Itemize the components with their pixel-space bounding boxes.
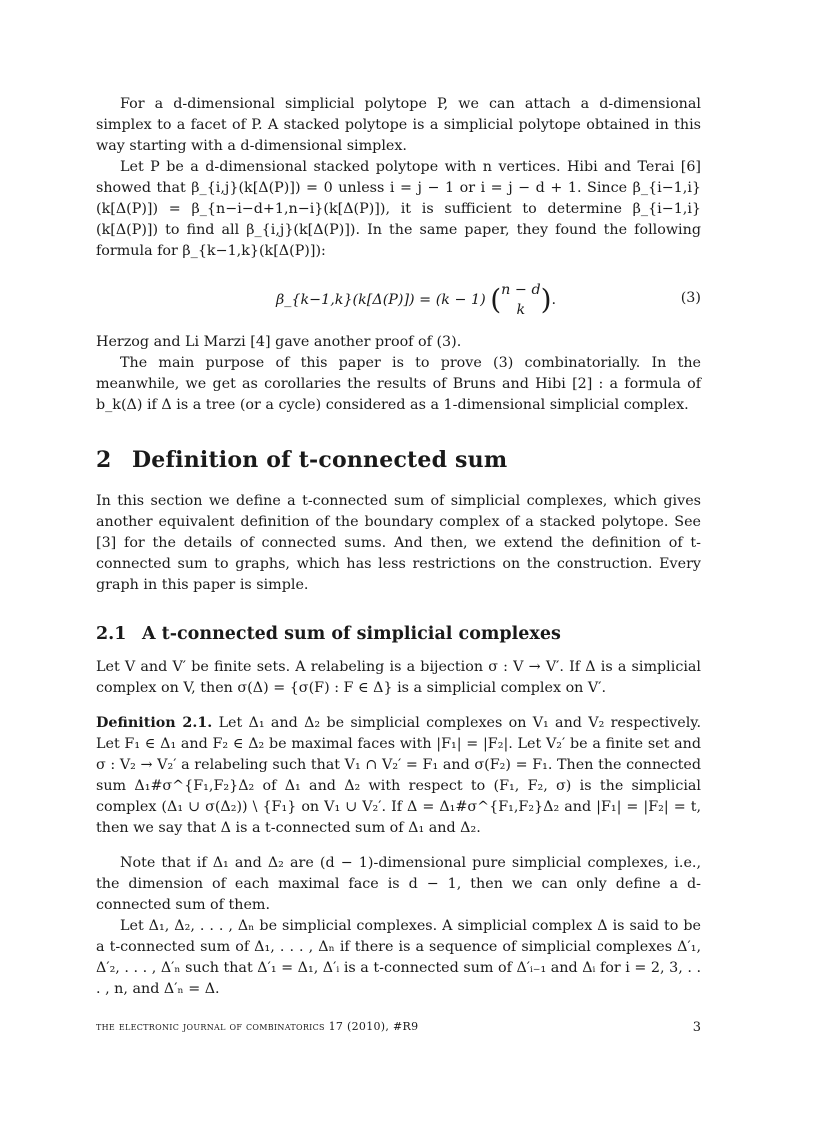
binom-top: n − d bbox=[501, 282, 541, 298]
equation-number: (3) bbox=[680, 290, 701, 306]
binom-bottom: k bbox=[516, 302, 526, 318]
intro-paragraph-4: The main purpose of this paper is to prove (3) combinatorially. In the meanwhile, we get as corollaries the results of Bruns and Hibi [2] : a formula of b_k(Δ) if Δ is a tree (or a cycle) considered as a 1-dimensional simplicial complex. bbox=[96, 355, 701, 413]
subsection-paragraph-3: Let Δ₁, Δ₂, . . . , Δₙ be simplicial complexes. A simplicial complex Δ is said to be a t-connected sum of Δ₁, . . . , Δₙ if there is a sequence of simplicial complexes Δ′₁, Δ′₂, . . . , Δ′ₙ such that Δ′₁ = Δ₁, Δ′ᵢ is a t-connected sum of Δ′ᵢ₋₁ and Δᵢ for i = 2, 3, . . . , n, and Δ′ₙ = Δ. bbox=[96, 918, 701, 997]
page-body bbox=[96, 94, 701, 1000]
binomial bbox=[501, 280, 540, 320]
subsection-paragraph-2: Note that if Δ₁ and Δ₂ are (d − 1)-dimensional pure simplicial complexes, i.e., the dimension of each maximal face is d − 1, then we can only define a d-connected sum of them. bbox=[96, 855, 701, 913]
definition-label: Definition 2.1. bbox=[96, 715, 213, 731]
intro-paragraph-2: Let P be a d-dimensional stacked polytope with n vertices. Hibi and Terai [6] showed that β_{i,j}(k[Δ(P)]) = 0 unless i = j − 1 or i = j − d + 1. Since β_{i−1,i}(k[Δ(P)]) = β_{n−i−d+1,n−i}(k[Δ(P)]), it is sufficient to determine β_{i−1,i}(k[Δ(P)]) to find all β_{i,j}(k[Δ(P)]). In the same paper, they found the following formula for β_{k−1,k}(k[Δ(P)]): bbox=[96, 159, 701, 259]
subsection-number: 2.1 bbox=[96, 624, 127, 644]
binom-open-paren: ( bbox=[490, 283, 502, 316]
subsection-title: A t-connected sum of simplicial complexes bbox=[142, 624, 561, 644]
section-heading bbox=[96, 447, 701, 473]
binom-close-paren: ) bbox=[540, 283, 552, 316]
section-paragraph-1: In this section we define a t-connected sum of simplicial complexes, which gives another equivalent definition of the boundary complex of a stacked polytope. See [3] for the details of connected sums. And then, we extend the definition of t-connected sum to graphs, which has less restrictions on the construction. Every graph in this paper is simple. bbox=[96, 493, 701, 593]
page-footer bbox=[96, 1020, 701, 1033]
subsection-heading bbox=[96, 624, 701, 645]
intro-paragraph-1: For a d-dimensional simplicial polytope P, we can attach a d-dimensional simplex to a facet of P. A stacked polytope is a simplicial polytope obtained in this way starting with a d-dimensional simplex. bbox=[96, 96, 701, 154]
definition-text: Let Δ₁ and Δ₂ be simplicial complexes on V₁ and V₂ respectively. Let F₁ ∈ Δ₁ and F₂ ∈ Δ₂ be maximal faces with |F₁| = |F₂|. Let V₂′ be a finite set and σ : V₂ → V₂′ a relabeling such that V₁ ∩ V₂′ = F₁ and σ(F₂) = F₁. Then the connected sum Δ₁#σ^{F₁,F₂}Δ₂ of Δ₁ and Δ₂ with respect to (F₁, F₂, σ) is the simplicial complex (Δ₁ ∪ σ(Δ₂)) \ {F₁} on V₁ ∪ V₂′. If Δ = Δ₁#σ^{F₁,F₂}Δ₂ and |F₁| = |F₂| = t, then we say that Δ is a t-connected sum of Δ₁ and Δ₂. bbox=[96, 715, 701, 836]
equation-lhs: β_{k−1,k}(k[Δ(P)]) = (k − 1) bbox=[276, 292, 486, 308]
equation-3 bbox=[96, 272, 701, 326]
journal-citation: the electronic journal of combinatorics 17 (2010), #R9 bbox=[96, 1020, 419, 1033]
definition-2-1 bbox=[96, 713, 701, 839]
subsection-paragraph-1: Let V and V′ be finite sets. A relabeling is a bijection σ : V → V′. If Δ is a simplicial complex on V, then σ(Δ) = {σ(F) : F ∈ Δ} is a simplicial complex on V′. bbox=[96, 659, 701, 696]
page-number: 3 bbox=[692, 1020, 701, 1035]
intro-paragraph-3: Herzog and Li Marzi [4] gave another proof of (3). bbox=[96, 334, 462, 350]
section-number: 2 bbox=[96, 447, 112, 473]
equation-body: β_{k−1,k}(k[Δ(P)]) = (k − 1) (n − d k ). bbox=[276, 282, 557, 318]
section-title: Definition of t-connected sum bbox=[132, 447, 508, 473]
